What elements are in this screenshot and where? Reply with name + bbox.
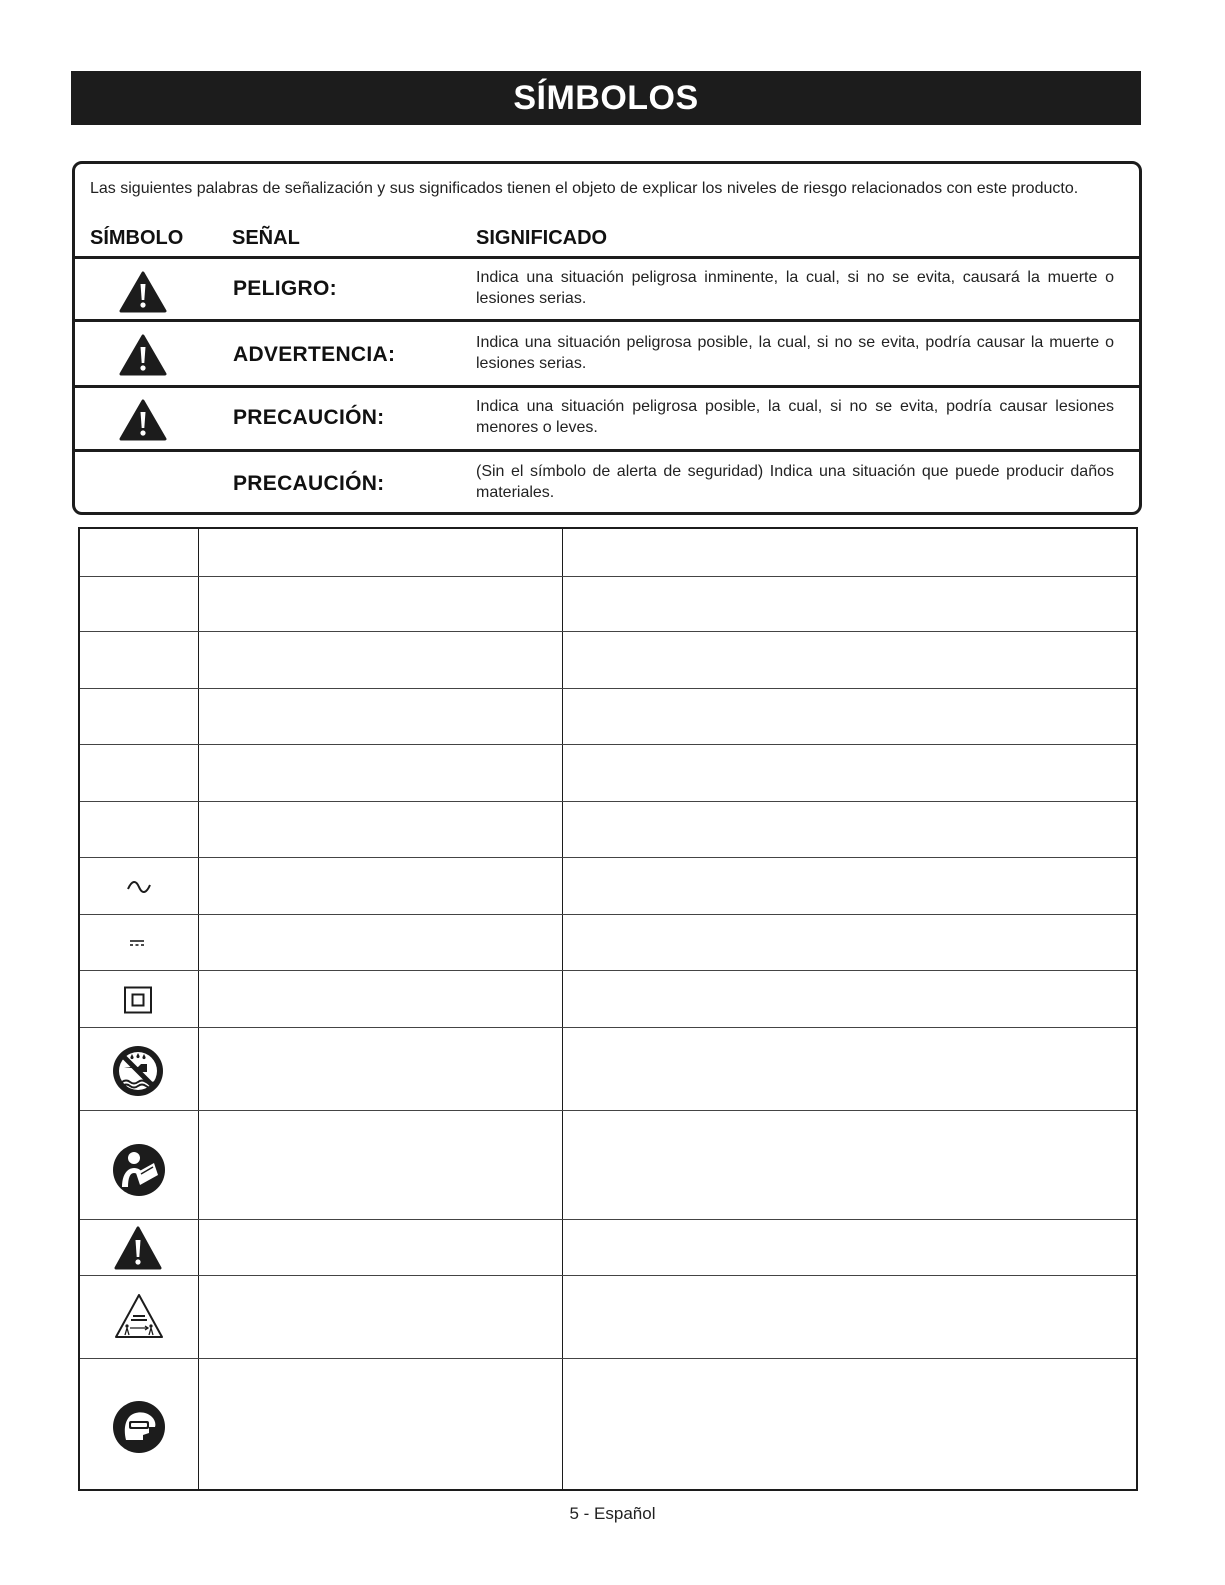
row-divider — [80, 970, 1136, 971]
symbols-table — [78, 527, 1138, 1491]
page-title: SÍMBOLOS — [71, 71, 1141, 125]
no-wet-conditions-icon — [112, 1045, 164, 1097]
row-divider — [80, 576, 1136, 577]
row-divider — [80, 1275, 1136, 1276]
safety-alert-icon — [119, 399, 167, 441]
row-divider — [80, 1358, 1136, 1359]
row-divider — [80, 857, 1136, 858]
signal-word: PRECAUCIÓN: — [233, 406, 385, 429]
safety-alert-icon — [114, 1226, 162, 1270]
column-divider — [562, 529, 563, 1489]
row-divider — [80, 1027, 1136, 1028]
row-divider — [80, 801, 1136, 802]
signal-meaning: Indica una situación peligrosa inminente, la cual, si no se evita, causará la muerte o lesiones serias. — [476, 269, 1114, 307]
row-divider — [80, 1110, 1136, 1111]
alternating-current-icon — [126, 879, 152, 895]
keep-bystanders-away-icon — [114, 1293, 164, 1339]
signal-row-precaucion-no-symbol — [75, 449, 1139, 515]
wear-eye-protection-icon — [112, 1400, 166, 1454]
signal-row-peligro — [75, 256, 1139, 319]
intro-text: Las siguientes palabras de señalización y sus significados tienen el objeto de explicar los niveles de riesgo relacionados con este producto. — [90, 180, 1079, 197]
read-manual-icon — [112, 1143, 166, 1197]
column-divider — [198, 529, 199, 1489]
signal-row-advertencia — [75, 319, 1139, 384]
header-symbol: SÍMBOLO — [90, 227, 184, 249]
row-divider — [80, 914, 1136, 915]
signal-meaning: (Sin el símbolo de alerta de seguridad) Indica una situación que puede producir daños materiales. — [476, 463, 1114, 501]
row-divider — [80, 631, 1136, 632]
safety-alert-icon — [119, 334, 167, 376]
row-divider — [80, 744, 1136, 745]
signal-row-precaucion — [75, 385, 1139, 448]
row-divider — [80, 1219, 1136, 1220]
signal-words-box — [72, 161, 1142, 515]
signal-word: ADVERTENCIA: — [233, 343, 396, 366]
signal-meaning: Indica una situación peligrosa posible, la cual, si no se evita, podría causar lesiones menores o leves. — [476, 398, 1114, 436]
signal-meaning: Indica una situación peligrosa posible, la cual, si no se evita, podría causar la muerte o lesiones serias. — [476, 334, 1114, 372]
direct-current-icon — [129, 939, 145, 947]
header-meaning: SIGNIFICADO — [476, 227, 608, 249]
signal-word: PELIGRO: — [233, 277, 337, 300]
safety-alert-icon — [119, 271, 167, 313]
signal-word: PRECAUCIÓN: — [233, 472, 385, 495]
header-signal: SEÑAL — [232, 227, 300, 249]
class-ii-construction-icon — [123, 986, 153, 1014]
page-footer: 5 - Español — [569, 1504, 656, 1523]
row-divider — [80, 688, 1136, 689]
